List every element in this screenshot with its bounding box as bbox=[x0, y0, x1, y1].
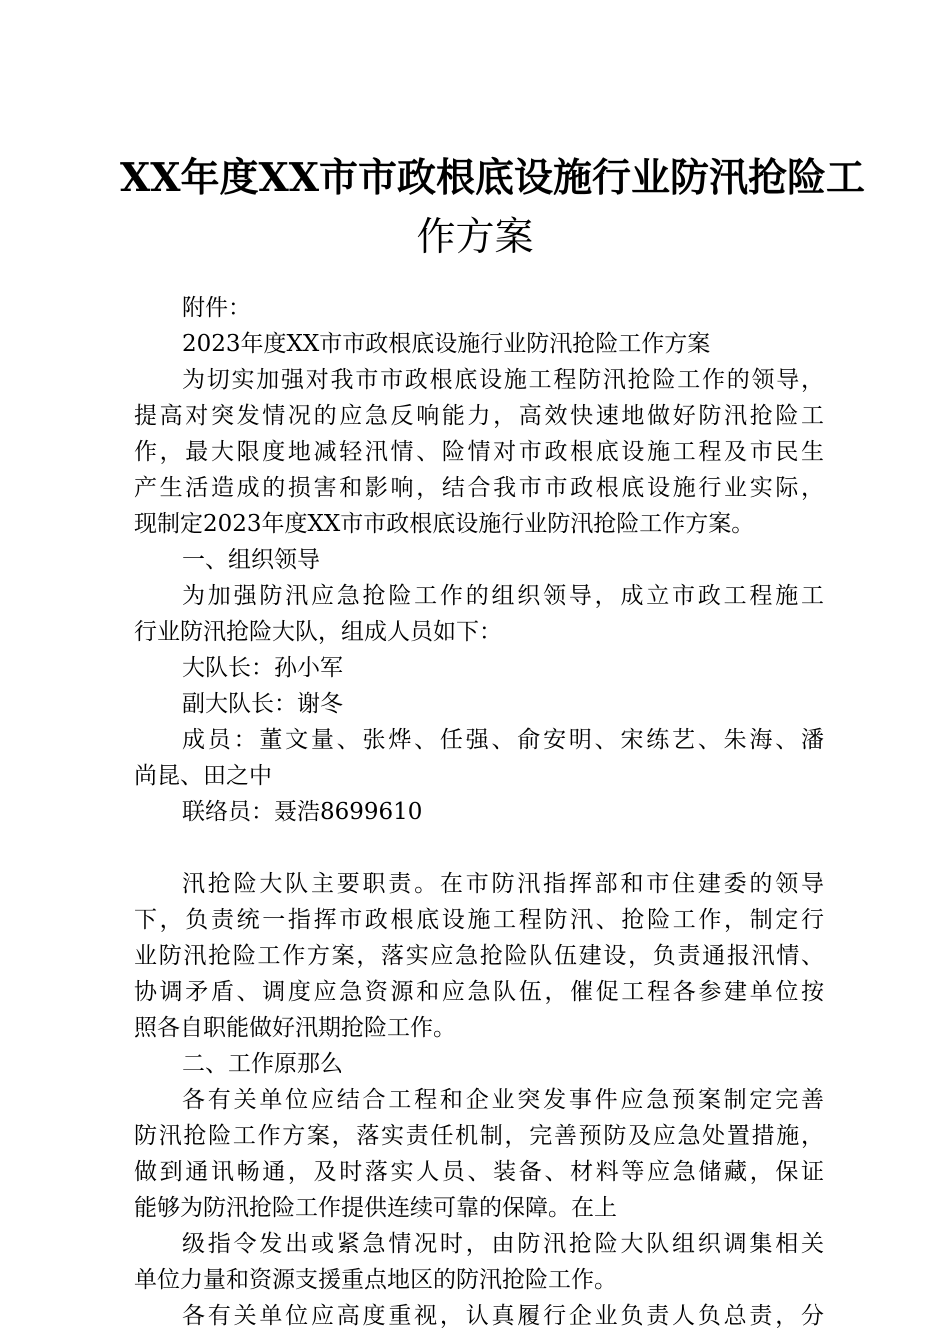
paragraph-duties-line: 下，负责统一指挥市政根底设施工程防汛、抢险工作，制定行 bbox=[134, 907, 824, 933]
paragraph-principles-line: 防汛抢险工作方案，落实责任机制，完善预防及应急处置措施， bbox=[134, 1123, 824, 1149]
paragraph-principles-line: 做到通讯畅通，及时落实人员、装备、材料等应急储藏，保证 bbox=[134, 1159, 824, 1185]
paragraph-intro-line: 为切实加强对我市市政根底设施工程防汛抢险工作的领导， bbox=[182, 367, 824, 393]
paragraph-intro-line: 现制定2023年度XX市市政根底设施行业防汛抢险工作方案。 bbox=[134, 511, 755, 537]
paragraph-principles-line: 能够为防汛抢险工作提供连续可靠的保障。在上 bbox=[134, 1195, 617, 1221]
paragraph-duties-line: 汛抢险大队主要职责。在市防汛指挥部和市住建委的领导 bbox=[182, 871, 824, 897]
document-title-line-2: 作方案 bbox=[416, 215, 534, 260]
attachment-label: 附件： bbox=[182, 295, 251, 321]
paragraph-duties-line: 业防汛抢险工作方案，落实应急抢险队伍建设，负责通报汛情、 bbox=[134, 943, 824, 969]
vice-captain-line: 副大队长：谢冬 bbox=[182, 691, 343, 717]
paragraph-dispatch-line: 级指令发出或紧急情况时，由防汛抢险大队组织调集相关 bbox=[182, 1231, 824, 1257]
blank-line bbox=[134, 830, 824, 866]
paragraph-intro-line: 作，最大限度地减轻汛情、险情对市政根底设施工程及市民生 bbox=[134, 439, 824, 465]
members-line: 尚昆、田之中 bbox=[134, 763, 272, 789]
paragraph-intro-line: 提高对突发情况的应急反响能力，高效快速地做好防汛抢险工 bbox=[134, 403, 824, 429]
document-body bbox=[134, 290, 824, 1334]
paragraph-organization-line: 为加强防汛应急抢险工作的组织领导，成立市政工程施工 bbox=[182, 583, 824, 609]
paragraph-principles-line: 各有关单位应结合工程和企业突发事件应急预案制定完善 bbox=[182, 1087, 824, 1113]
captain-line: 大队长：孙小军 bbox=[182, 655, 343, 681]
document-title-line-1: XX年度XX市市政根底设施行业防汛抢险工 bbox=[120, 155, 866, 201]
liaison-line: 联络员：聂浩8699610 bbox=[182, 799, 423, 825]
section-heading-principles: 二、工作原那么 bbox=[182, 1051, 343, 1077]
paragraph-intro-line: 产生活造成的损害和影响，结合我市市政根底设施行业实际， bbox=[134, 475, 824, 501]
paragraph-responsibility-line: 各有关单位应高度重视，认真履行企业负责人负总责，分 bbox=[182, 1303, 824, 1329]
paragraph-duties-line: 照各自职能做好汛期抢险工作。 bbox=[134, 1015, 456, 1041]
paragraph-organization-line: 行业防汛抢险大队，组成人员如下： bbox=[134, 619, 502, 645]
paragraph-duties-line: 协调矛盾、调度应急资源和应急队伍，催促工程各参建单位按 bbox=[134, 979, 824, 1005]
members-line: 成员：董文量、张烨、任强、俞安明、宋练艺、朱海、潘 bbox=[182, 727, 824, 753]
paragraph-dispatch-line: 单位力量和资源支援重点地区的防汛抢险工作。 bbox=[134, 1267, 617, 1293]
section-heading-organization: 一、组织领导 bbox=[182, 547, 320, 573]
attachment-title: 2023年度XX市市政根底设施行业防汛抢险工作方案 bbox=[182, 331, 711, 357]
